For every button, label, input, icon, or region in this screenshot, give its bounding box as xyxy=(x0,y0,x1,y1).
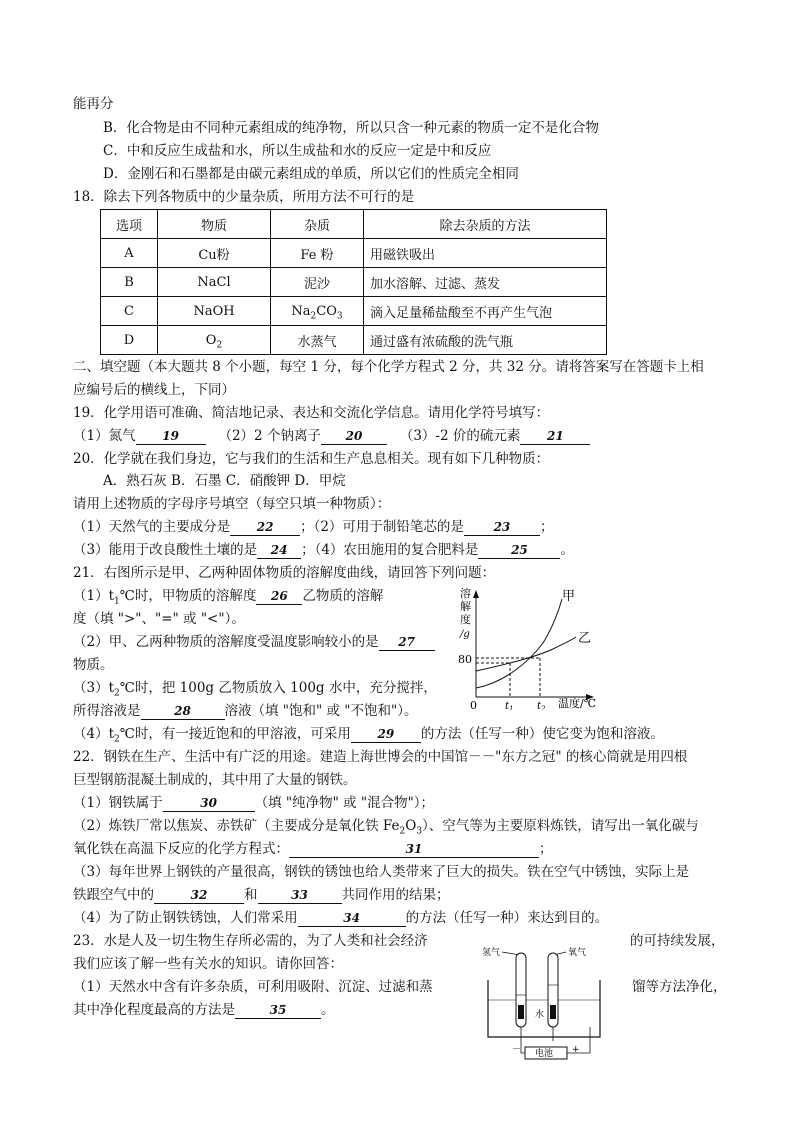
q19-part3: （3）-2 价的硫元素 xyxy=(399,428,521,444)
answer-blank-21[interactable]: 21 xyxy=(520,429,590,445)
answer-blank-23[interactable]: 23 xyxy=(464,520,540,536)
y-axis-label-char: 溶 xyxy=(460,587,471,600)
table-cell: C xyxy=(101,297,158,326)
option-b: B．化合物是由不同种元素组成的纯净物，所以只含一种元素的物质一定不是化合物 xyxy=(103,120,599,136)
question-20: 20．化学就在我们身边，它与我们的生活和生产息息相关。现有如下几种物质： xyxy=(73,451,550,467)
left-electrode xyxy=(518,1005,524,1019)
table-row xyxy=(101,268,607,297)
table-cell: 加水溶解、过滤、蒸发 xyxy=(364,268,607,297)
table-cell: NaCl xyxy=(158,268,271,297)
q20-part1: （1）天然气的主要成分是 xyxy=(73,519,231,535)
question-21-part2 xyxy=(73,633,435,651)
question-22-part2-cont xyxy=(73,840,553,858)
table-cell: B xyxy=(101,268,158,297)
question-23: 23．水是人及一切生物生存所必需的，为了人类和社会经济 xyxy=(73,933,428,949)
question-22-cont: 巨型钢筋混凝土制成的，其中用了大量的钢铁。 xyxy=(73,772,357,788)
positive-terminal: + xyxy=(572,1045,580,1055)
question-22-part2: （2）炼铁厂常以焦炭、赤铁矿（主要成分是氧化铁 $Fe_2O_3$）、空气等为主要原料炼铁，请写出一氧化碳与 xyxy=(73,818,699,837)
table-cell: A xyxy=(101,239,158,268)
q21-text: ℃时，把 100g 乙物质放入 100g 水中，充分搅拌， xyxy=(119,680,437,696)
q22-text: 铁跟空气中的 xyxy=(73,887,154,903)
question-20-instruction: 请用上述物质的字母序号填空（每空只填一种物质）： xyxy=(73,496,391,512)
answer-blank-31[interactable]: 31 xyxy=(289,842,539,858)
table-row xyxy=(101,239,607,268)
answer-blank-34[interactable]: 34 xyxy=(298,911,406,927)
subscript: 1 xyxy=(114,596,120,607)
answer-blank-33[interactable]: 33 xyxy=(258,888,342,904)
question-20-row2 xyxy=(73,541,574,559)
table-header: 除去杂质的方法 xyxy=(364,210,607,239)
text-line: 能再分 xyxy=(73,96,114,112)
y-axis-label-char: 解 xyxy=(460,600,471,613)
question-20-row1 xyxy=(73,518,553,536)
question-21-part1-cont: 度（填 ">"、"=" 或 "<"）。 xyxy=(73,611,245,627)
table-cell: 水蒸气 xyxy=(271,326,364,355)
y-axis-arrow xyxy=(473,590,479,598)
q22-text: （4）为了防止钢铁锈蚀，人们常采用 xyxy=(73,910,298,926)
subscript: 2 xyxy=(399,826,406,837)
curve-label-jia: 甲 xyxy=(562,589,576,604)
q23-text: 其中净化程度最高的方法是 xyxy=(73,1002,235,1018)
q20-part3: （3）能用于改良酸性土壤的是 xyxy=(73,542,258,558)
table-row xyxy=(101,326,607,355)
x-tick-t2: $t_2$ xyxy=(537,701,546,710)
q19-part2: （2）2 个钠离子 xyxy=(218,428,321,444)
table-cell: 通过盛有浓硫酸的洗气瓶 xyxy=(364,326,607,355)
question-21: 21．右图所示是甲、乙两种固体物质的溶解度曲线，请回答下列问题： xyxy=(73,565,496,581)
table-cell: 用磁铁吸出 xyxy=(364,239,607,268)
curve-yi xyxy=(476,637,576,671)
q22-text: 氧化铁在高温下反应的化学方程式： xyxy=(73,841,289,857)
curve-jia xyxy=(476,599,562,688)
q20-part4: ；（4）农田施用的复合肥料是 xyxy=(301,542,479,558)
right-electrode xyxy=(550,1005,556,1019)
q21-text: 的方法（任写一种）使它变为饱和溶液。 xyxy=(420,726,664,742)
answer-blank-24[interactable]: 24 xyxy=(257,543,301,559)
answer-blank-26[interactable]: 26 xyxy=(256,589,302,605)
curve-label-yi: 乙 xyxy=(578,631,592,646)
answer-blank-35[interactable]: 35 xyxy=(235,1003,321,1019)
table-header: 选项 xyxy=(101,210,158,239)
oxygen-label: 氧气 xyxy=(568,948,587,958)
q19-part1: （1）氮气 xyxy=(73,428,136,444)
question-22-part4 xyxy=(73,909,608,927)
q22-text: （填 "纯净物" 或 "混合物"）； xyxy=(254,795,435,811)
table-cell: $O_2$ xyxy=(158,326,271,355)
question-19-parts xyxy=(73,427,590,445)
question-21-part3-cont xyxy=(73,702,417,720)
hydrogen-label: 氢气 xyxy=(482,948,501,958)
answer-blank-29[interactable]: 29 xyxy=(351,727,421,743)
question-22: 22．钢铁在生产、生活中有广泛的用途。建造上海世博会的中国馆－－"东方之冠" 的核心筒就是用四根 xyxy=(73,749,688,765)
subscript: 2 xyxy=(114,734,120,745)
option-d: D．金刚石和石墨都是由碳元素组成的单质，所以它们的性质完全相同 xyxy=(103,166,519,182)
q21-text: 溶液（填 "饱和" 或 "不饱和"）。 xyxy=(224,703,418,719)
x-axis-label: 温度/℃ xyxy=(558,697,597,710)
y-tick-80: 80 xyxy=(458,653,472,666)
question-21-part1 xyxy=(73,587,383,605)
q22-text: 和 xyxy=(244,887,258,903)
impurity-table xyxy=(100,209,607,355)
table-cell: 滴入足量稀盐酸至不再产生气泡 xyxy=(364,297,607,326)
water-trough xyxy=(488,980,600,1037)
q22-text: 共同作用的结果； xyxy=(341,887,450,903)
table-cell: NaOH xyxy=(158,297,271,326)
battery-label: 电池 xyxy=(535,1049,554,1059)
question-21-part3 xyxy=(73,679,437,697)
question-21-part2-cont: 物质。 xyxy=(73,657,114,673)
question-23-part1-right: 馏等方法净化， xyxy=(632,979,727,995)
table-cell: Cu粉 xyxy=(158,239,271,268)
section-2-heading-cont: 应编号后的横线上，下同） xyxy=(73,382,235,398)
question-20-options: A．熟石灰 B．石墨 C．硝酸钾 D．甲烷 xyxy=(103,473,346,489)
q21-label: （4）t xyxy=(73,726,115,742)
question-23-part1-cont xyxy=(73,1001,335,1019)
table-header-row xyxy=(101,210,607,239)
semicolon: ； xyxy=(539,519,554,535)
period: 。 xyxy=(321,1002,335,1018)
question-21-part4 xyxy=(73,725,664,743)
q22-text: 的方法（任写一种）来达到目的。 xyxy=(405,910,609,926)
q21-text: （2）甲、乙两种物质的溶解度受温度影响较小的是 xyxy=(73,634,379,650)
water-label: 水 xyxy=(535,1010,545,1020)
q21-text: 乙物质的溶解 xyxy=(302,588,384,604)
question-23-part1: （1）天然水中含有许多杂质，可利用吸附、沉淀、过滤和蒸 xyxy=(73,979,433,995)
origin-label: 0 xyxy=(470,699,477,710)
question-22-part3: （3）每年世界上钢铁的产量很高，钢铁的锈蚀也给人类带来了巨大的损失。铁在空气中锈蚀，实际上是 xyxy=(73,864,690,880)
solubility-chart xyxy=(458,585,608,710)
q22-text: （2）炼铁厂常以焦炭、赤铁矿（主要成分是氧化铁 Fe xyxy=(73,818,400,834)
answer-blank-19[interactable]: 19 xyxy=(136,429,206,445)
q21-text: ℃时，甲物质的溶解度 xyxy=(119,588,257,604)
answer-blank-20[interactable]: 20 xyxy=(321,429,387,445)
q22-text: ）、空气等为主要原料炼铁，请写出一氧化碳与 xyxy=(422,818,699,834)
question-19: 19．化学用语可准确、简洁地记录、表达和交流化学信息。请用化学符号填写： xyxy=(73,405,550,421)
q21-text: 所得溶液是 xyxy=(73,703,141,719)
question-23-right: 的可持续发展， xyxy=(630,933,725,949)
question-22-part1 xyxy=(73,794,434,812)
q20-part2: ；（2）可用于制铅笔芯的是 xyxy=(300,519,464,535)
table-header: 杂质 xyxy=(271,210,364,239)
answer-blank-30[interactable]: 30 xyxy=(163,796,255,812)
answer-blank-32[interactable]: 32 xyxy=(154,888,244,904)
table-row xyxy=(101,297,607,326)
q22-text: O xyxy=(405,818,417,834)
question-22-part3-cont xyxy=(73,886,450,904)
answer-blank-25[interactable]: 25 xyxy=(478,543,560,559)
table-cell: $Na_2CO_3$ xyxy=(271,297,364,326)
subscript: 2 xyxy=(114,688,120,699)
option-c: C．中和反应生成盐和水，所以生成盐和水的反应一定是中和反应 xyxy=(103,143,492,159)
period: 。 xyxy=(560,542,574,558)
table-header: 物质 xyxy=(158,210,271,239)
answer-blank-28[interactable]: 28 xyxy=(141,704,225,720)
q21-label: （1）t xyxy=(73,588,115,604)
q21-label: （3）t xyxy=(73,680,115,696)
table-cell: Fe 粉 xyxy=(271,239,364,268)
question-23-line2: 我们应该了解一些有关水的知识。请你回答： xyxy=(73,956,343,972)
section-2-heading: 二、填空题（本大题共 8 个小题，每空 1 分，每个化学方程式 2 分，共 32 分。请将答案写在答题卡上相 xyxy=(73,359,704,375)
table-cell: 泥沙 xyxy=(271,268,364,297)
q21-text: ℃时，有一接近饱和的甲溶液，可采用 xyxy=(119,726,351,742)
semicolon: ； xyxy=(539,841,553,857)
answer-blank-22[interactable]: 22 xyxy=(230,520,300,536)
y-axis-unit: /g xyxy=(460,629,470,640)
x-tick-t1: $t_1$ xyxy=(505,701,514,710)
y-axis-label-char: 度 xyxy=(460,613,471,626)
question-18: 18．除去下列各物质中的少量杂质，所用方法不可行的是 xyxy=(73,189,415,205)
negative-terminal: － xyxy=(512,1045,522,1055)
answer-blank-27[interactable]: 27 xyxy=(379,635,435,651)
electrolysis-apparatus xyxy=(480,945,620,1065)
q22-text: （1）钢铁属于 xyxy=(73,795,163,811)
table-cell: D xyxy=(101,326,158,355)
